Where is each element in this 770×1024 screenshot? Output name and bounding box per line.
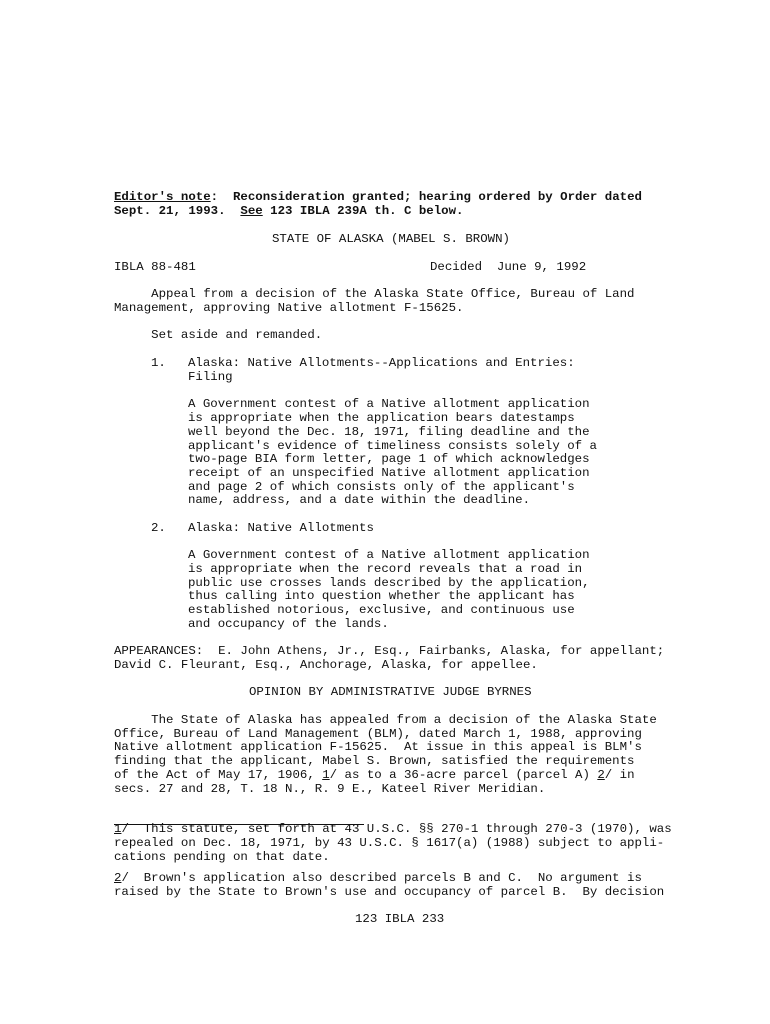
footnote-2-line: 2/ Brown's application also described parcels B and C. No argument is [114, 871, 642, 885]
appearances-line-2: David C. Fleurant, Esq., Anchorage, Alaska, for appellee. [114, 658, 538, 672]
appearances-line-1: APPEARANCES: E. John Athens, Jr., Esq., Fairbanks, Alaska, for appellant; [114, 644, 665, 658]
headnote-text-line: is appropriate when the application bears datestamps [188, 411, 575, 425]
disposition: Set aside and remanded. [114, 328, 323, 342]
footnote-1-line: 1/ This statute, set forth at 43 U.S.C. §§ 270-1 through 270-3 (1970), was [114, 822, 672, 836]
page-number: 123 IBLA 233 [355, 912, 445, 926]
footnote-mark-1: 1 [114, 822, 122, 836]
footnote-2-line: raised by the State to Brown's use and occupancy of parcel B. By decision [114, 885, 665, 899]
headnote-number: 1. [151, 356, 166, 370]
headnote-text-line: public use crosses lands described by the application, [188, 576, 590, 590]
headnote-topic: Filing [188, 370, 233, 384]
headnote-text-line: is appropriate when the record reveals that a road in [188, 562, 583, 576]
headnote-number: 2. [151, 521, 166, 535]
editors-note-line-2: Sept. 21, 1993. See 123 IBLA 239A th. C below. [114, 204, 464, 218]
case-number: IBLA 88-481 [114, 260, 196, 274]
body-line: secs. 27 and 28, T. 18 N., R. 9 E., Kateel River Meridian. [114, 782, 546, 796]
headnote-text-line: thus calling into question whether the applicant has [188, 589, 575, 603]
body-line: Office, Bureau of Land Management (BLM), dated March 1, 1988, approving [114, 727, 642, 741]
opinion-heading: OPINION BY ADMINISTRATIVE JUDGE BYRNES [249, 685, 532, 699]
headnote-text-line: name, address, and a date within the deadline. [188, 493, 531, 507]
editors-note-line-1: Editor's note: Reconsideration granted; hearing ordered by Order dated [114, 190, 642, 204]
appeal-line-2: Management, approving Native allotment F-15625. [114, 301, 464, 315]
editors-note-label: Editor's note [114, 190, 211, 204]
headnote-text-line: established notorious, exclusive, and continuous use [188, 603, 575, 617]
headnote-text-line: receipt of an unspecified Native allotment application [188, 466, 590, 480]
headnote-text-line: and page 2 of which consists only of the applicant's [188, 480, 575, 494]
body-line: of the Act of May 17, 1906, 1/ as to a 36-acre parcel (parcel A) 2/ in [114, 768, 635, 782]
editors-note-text: Reconsideration granted; hearing ordered by Order dated [232, 190, 642, 204]
footnote-ref-1[interactable]: 1 [322, 768, 330, 782]
headnote-text-line: two-page BIA form letter, page 1 of which acknowledges [188, 452, 590, 466]
footnote-mark-2: 2 [114, 871, 122, 885]
footnote-1-line: cations pending on that date. [114, 850, 330, 864]
body-line: Native allotment application F-15625. At issue in this appeal is BLM's [114, 740, 642, 754]
case-title: STATE OF ALASKA (MABEL S. BROWN) [272, 232, 510, 246]
footnote-ref-2[interactable]: 2 [597, 768, 605, 782]
body-line: finding that the applicant, Mabel S. Brown, satisfied the requirements [114, 754, 635, 768]
body-line: The State of Alaska has appealed from a decision of the Alaska State [114, 713, 657, 727]
footnote-1-line: repealed on Dec. 18, 1971, by 43 U.S.C. § 1617(a) (1988) subject to appli- [114, 836, 665, 850]
headnote-text-line: applicant's evidence of timeliness consists solely of a [188, 439, 597, 453]
headnote-text-line: A Government contest of a Native allotment application [188, 548, 590, 562]
decided-date: Decided June 9, 1992 [430, 260, 587, 274]
headnote-topic: Alaska: Native Allotments--Applications and Entries: [188, 356, 575, 370]
headnote-text-line: well beyond the Dec. 18, 1971, filing deadline and the [188, 425, 590, 439]
headnote-text-line: A Government contest of a Native allotment application [188, 397, 590, 411]
headnote-text-line: and occupancy of the lands. [188, 617, 389, 631]
headnote-topic: Alaska: Native Allotments [188, 521, 374, 535]
see-link[interactable]: See [240, 204, 263, 218]
appeal-line-1: Appeal from a decision of the Alaska State Office, Bureau of Land [114, 287, 635, 301]
